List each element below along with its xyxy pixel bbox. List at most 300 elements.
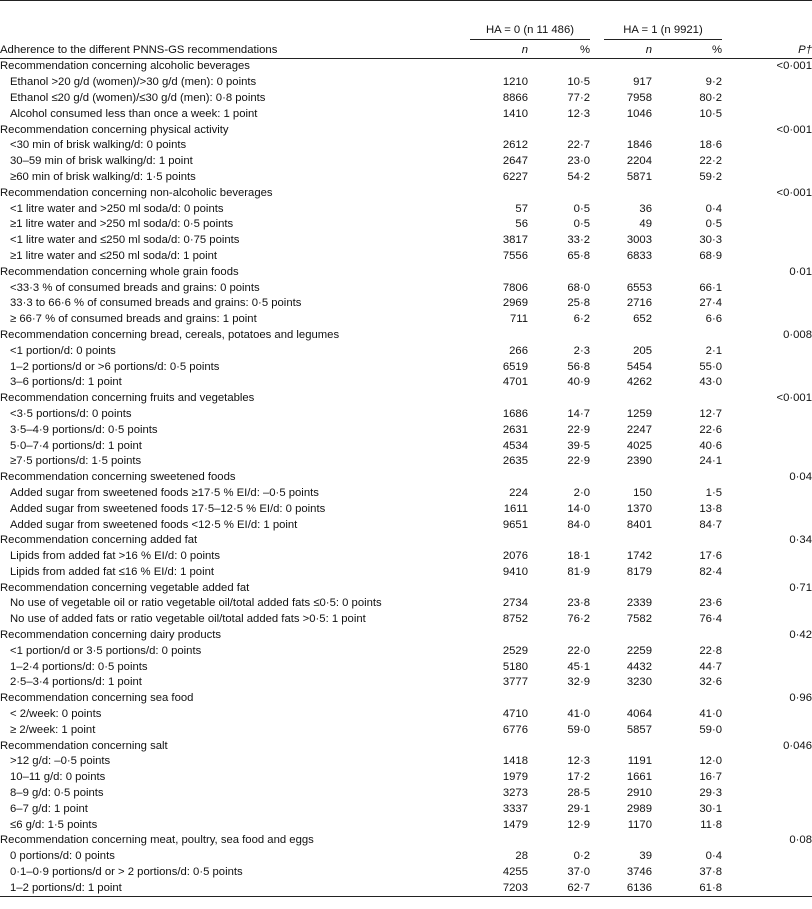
spacer-cell bbox=[590, 659, 604, 675]
pct-ha0-cell: 62·7 bbox=[528, 880, 590, 896]
n-ha0-cell: 1418 bbox=[502, 755, 528, 768]
spacer-cell bbox=[590, 233, 604, 249]
pct-ha1-cell: 22·6 bbox=[699, 423, 722, 436]
category-label: 0 portions/d: 0 points bbox=[10, 850, 115, 863]
category-label: Lipids from added fat >16 % EI/d: 0 points bbox=[10, 550, 221, 563]
p-value-cell bbox=[722, 91, 812, 107]
spacer-cell bbox=[590, 375, 604, 391]
category-label: 33·3 to 66·6 % of consumed breads and grains: 0·5 points bbox=[10, 297, 302, 310]
n-ha1-cell: 652 bbox=[633, 313, 652, 326]
p-value-cell bbox=[722, 880, 812, 896]
spacer-cell bbox=[590, 675, 604, 691]
category-label: 30–59 min of brisk walking/d: 1 point bbox=[10, 155, 193, 168]
category-label: < 2/week: 0 points bbox=[10, 708, 102, 721]
table-row bbox=[0, 359, 812, 375]
table-row bbox=[0, 438, 812, 454]
pct-ha1-cell bbox=[652, 833, 722, 849]
n-ha0-cell: 2969 bbox=[502, 297, 528, 310]
n-ha0-cell: 4534 bbox=[502, 439, 528, 452]
p-value-cell bbox=[722, 659, 812, 675]
table-row bbox=[0, 786, 812, 802]
pct-ha1-cell: 59·0 bbox=[699, 723, 722, 736]
n-ha1-cell: 1046 bbox=[626, 107, 652, 120]
n-ha0-cell: 9410 bbox=[502, 565, 528, 578]
n-header-ha1: n bbox=[604, 40, 652, 59]
spacer-cell bbox=[590, 501, 604, 517]
n-ha1-cell bbox=[604, 628, 652, 644]
spacer-cell bbox=[590, 517, 604, 533]
category-label: 3–6 portions/d: 1 point bbox=[10, 376, 122, 389]
table-row bbox=[0, 580, 812, 596]
table-row bbox=[0, 596, 812, 612]
pct-ha1-cell bbox=[652, 691, 722, 707]
n-ha1-cell: 917 bbox=[633, 76, 652, 89]
spacer-cell bbox=[590, 201, 604, 217]
n-ha0-cell: 3777 bbox=[502, 676, 528, 689]
n-ha1-cell: 1846 bbox=[626, 139, 652, 152]
p-value-cell bbox=[722, 817, 812, 833]
pct-ha0-cell bbox=[528, 738, 590, 754]
pct-ha0-cell: 32·9 bbox=[567, 676, 590, 689]
pct-ha0-cell: 0·5 bbox=[573, 202, 590, 215]
category-label: Added sugar from sweetened foods 17·5–12·5 % EI/d: 0 points bbox=[10, 502, 326, 515]
spacer-cell bbox=[590, 264, 604, 280]
n-ha0-cell: 224 bbox=[509, 486, 528, 499]
pct-ha0-cell: 81·9 bbox=[567, 565, 590, 578]
n-ha1-cell bbox=[604, 328, 652, 344]
table-row bbox=[0, 817, 812, 833]
spacer-cell bbox=[590, 312, 604, 328]
n-ha1-cell: 5857 bbox=[626, 723, 652, 736]
category-label: 2·5–3·4 portions/d: 1 point bbox=[10, 676, 142, 689]
recommendation-heading: Recommendation concerning alcoholic beverages bbox=[0, 60, 250, 73]
pct-ha1-cell: 11·8 bbox=[700, 818, 722, 831]
pct-ha0-cell: 22·9 bbox=[567, 455, 590, 468]
spacer-cell bbox=[590, 407, 604, 423]
category-label: 10–11 g/d: 0 points bbox=[10, 771, 106, 784]
pct-ha0-cell: 17·2 bbox=[567, 771, 590, 784]
category-label: 6–7 g/d: 1 point bbox=[10, 802, 88, 815]
recommendation-heading: Recommendation concerning added fat bbox=[0, 534, 198, 547]
table-row bbox=[0, 738, 812, 754]
category-label: 1–2 portions/d or >6 portions/d: 0·5 points bbox=[10, 360, 220, 373]
spacer-cell bbox=[590, 628, 604, 644]
recommendation-heading: Recommendation concerning salt bbox=[0, 739, 168, 752]
n-ha1-cell bbox=[604, 738, 652, 754]
n-ha1-cell: 2339 bbox=[626, 597, 652, 610]
p-value-cell bbox=[722, 565, 812, 581]
category-label: Alcohol consumed less than once a week: 1 point bbox=[10, 107, 258, 120]
p-value-cell bbox=[722, 786, 812, 802]
spacer-cell bbox=[590, 549, 604, 565]
category-label: <3·5 portions/d: 0 points bbox=[10, 407, 132, 420]
n-ha1-cell bbox=[604, 470, 652, 486]
n-ha0-cell: 2529 bbox=[502, 644, 528, 657]
n-ha0-cell: 8866 bbox=[502, 91, 528, 104]
table-row bbox=[0, 880, 812, 896]
pct-ha1-cell: 9·2 bbox=[705, 76, 722, 89]
spacer-cell bbox=[590, 185, 604, 201]
category-label: <30 min of brisk walking/d: 0 points bbox=[10, 139, 187, 152]
p-value-cell bbox=[722, 280, 812, 296]
pct-ha0-cell: 2·3 bbox=[573, 344, 590, 357]
spacer-cell bbox=[590, 328, 604, 344]
category-label: 5·0–7·4 portions/d: 1 point bbox=[10, 439, 142, 452]
n-ha1-cell: 2910 bbox=[626, 787, 652, 800]
n-ha0-cell bbox=[470, 122, 528, 138]
category-label: 1–2·4 portions/d: 0·5 points bbox=[10, 660, 148, 673]
n-ha0-cell: 6519 bbox=[502, 360, 528, 373]
n-ha0-cell: 2612 bbox=[502, 139, 528, 152]
pct-ha1-cell: 43·0 bbox=[699, 376, 722, 389]
n-ha0-cell bbox=[470, 580, 528, 596]
pct-ha0-cell: 77·2 bbox=[567, 91, 590, 104]
n-ha0-cell: 3273 bbox=[502, 787, 528, 800]
pct-ha0-cell: 14·7 bbox=[567, 407, 590, 420]
n-ha0-cell bbox=[470, 533, 528, 549]
p-value-cell bbox=[722, 454, 812, 470]
p-value-cell bbox=[722, 407, 812, 423]
table-row bbox=[0, 91, 812, 107]
pct-ha0-cell: 12·9 bbox=[567, 818, 590, 831]
spacer-cell bbox=[590, 722, 604, 738]
spacer-cell bbox=[590, 738, 604, 754]
category-label: ≥1 litre water and ≤250 ml soda/d: 1 point bbox=[10, 249, 218, 262]
p-value-cell bbox=[722, 707, 812, 723]
pct-ha0-cell bbox=[528, 122, 590, 138]
p-value-cell: <0·001 bbox=[776, 392, 812, 405]
spacer-cell bbox=[590, 486, 604, 502]
spacer-cell bbox=[590, 170, 604, 186]
n-ha0-cell bbox=[470, 185, 528, 201]
n-ha1-cell: 4025 bbox=[626, 439, 652, 452]
n-ha0-cell: 56 bbox=[515, 218, 528, 231]
n-ha0-cell: 4701 bbox=[502, 376, 528, 389]
table-row bbox=[0, 833, 812, 849]
table-row bbox=[0, 691, 812, 707]
recommendation-heading: Recommendation concerning meat, poultry, sea food and eggs bbox=[0, 834, 314, 847]
recommendation-heading: Recommendation concerning whole grain foods bbox=[0, 265, 239, 278]
pct-ha0-cell: 10·5 bbox=[567, 76, 590, 89]
category-label: Ethanol >20 g/d (women)/>30 g/d (men): 0 points bbox=[10, 76, 257, 89]
n-ha1-cell: 6136 bbox=[604, 880, 652, 896]
pct-ha0-cell: 12·3 bbox=[567, 107, 590, 120]
pct-ha1-cell: 84·7 bbox=[699, 518, 722, 531]
p-value-cell bbox=[722, 201, 812, 217]
pct-header-ha0: % bbox=[528, 40, 590, 59]
n-ha1-cell: 2390 bbox=[626, 455, 652, 468]
pct-ha0-cell: 29·1 bbox=[567, 802, 590, 815]
pct-ha1-cell bbox=[652, 470, 722, 486]
spacer-cell bbox=[590, 454, 604, 470]
pct-ha1-cell: 80·2 bbox=[699, 91, 722, 104]
spacer-cell bbox=[590, 880, 604, 896]
pct-ha0-cell: 45·1 bbox=[567, 660, 590, 673]
category-label: >12 g/d: –0·5 points bbox=[10, 755, 111, 768]
pct-ha0-cell: 54·2 bbox=[567, 170, 590, 183]
n-ha1-cell: 7582 bbox=[626, 613, 652, 626]
pct-ha0-cell bbox=[528, 328, 590, 344]
n-ha0-cell: 28 bbox=[515, 850, 528, 863]
pct-ha0-cell bbox=[528, 59, 590, 75]
table-row bbox=[0, 770, 812, 786]
spacer-cell bbox=[590, 106, 604, 122]
n-ha0-cell: 1410 bbox=[502, 107, 528, 120]
n-ha1-cell: 3230 bbox=[626, 676, 652, 689]
table-row bbox=[0, 533, 812, 549]
category-label: Lipids from added fat ≤16 % EI/d: 1 point bbox=[10, 565, 215, 578]
n-ha1-cell: 2204 bbox=[626, 155, 652, 168]
spacer-cell bbox=[590, 533, 604, 549]
table-row bbox=[0, 75, 812, 91]
n-ha1-cell: 7958 bbox=[626, 91, 652, 104]
n-ha0-cell: 1210 bbox=[502, 76, 528, 89]
table-body bbox=[0, 59, 812, 897]
pct-ha0-cell: 14·0 bbox=[567, 502, 590, 515]
pct-ha0-cell: 25·8 bbox=[567, 297, 590, 310]
pct-ha1-cell: 66·1 bbox=[699, 281, 722, 294]
table-header bbox=[0, 1, 812, 59]
p-value-cell bbox=[722, 486, 812, 502]
table-row bbox=[0, 59, 812, 75]
pct-ha1-cell bbox=[652, 59, 722, 75]
n-ha0-cell: 3817 bbox=[502, 234, 528, 247]
table-row bbox=[0, 849, 812, 865]
pct-ha0-cell bbox=[528, 833, 590, 849]
spacer-cell bbox=[590, 691, 604, 707]
category-label: Ethanol ≤20 g/d (women)/≤30 g/d (men): 0·8 points bbox=[10, 91, 266, 104]
pct-ha1-cell: 68·9 bbox=[699, 249, 722, 262]
n-ha1-cell: 8401 bbox=[626, 518, 652, 531]
pct-ha1-cell: 13·8 bbox=[699, 502, 722, 515]
table-row bbox=[0, 407, 812, 423]
table-row bbox=[0, 549, 812, 565]
p-value-cell: 0·046 bbox=[783, 739, 812, 752]
table-row bbox=[0, 501, 812, 517]
table-row bbox=[0, 707, 812, 723]
pct-ha1-cell: 59·2 bbox=[699, 170, 722, 183]
pct-ha0-cell bbox=[528, 264, 590, 280]
category-label: No use of vegetable oil or ratio vegetable oil/total added fats ≤0·5: 0 points bbox=[10, 597, 382, 610]
n-ha0-cell: 2631 bbox=[502, 423, 528, 436]
n-ha1-cell bbox=[604, 580, 652, 596]
pct-ha1-cell bbox=[652, 738, 722, 754]
pct-header-ha1: % bbox=[652, 40, 722, 59]
n-ha1-cell: 3003 bbox=[626, 234, 652, 247]
pct-ha1-cell: 61·8 bbox=[652, 880, 722, 896]
p-value-cell bbox=[722, 233, 812, 249]
n-ha1-cell: 205 bbox=[633, 344, 652, 357]
n-ha0-cell: 4255 bbox=[502, 866, 528, 879]
pct-ha0-cell: 23·8 bbox=[567, 597, 590, 610]
n-ha1-cell: 2989 bbox=[626, 802, 652, 815]
table-row bbox=[0, 659, 812, 675]
p-value-cell bbox=[722, 722, 812, 738]
pct-ha0-cell: 12·3 bbox=[567, 755, 590, 768]
spacer-cell bbox=[590, 470, 604, 486]
pct-ha0-cell bbox=[528, 691, 590, 707]
p-value-cell bbox=[722, 675, 812, 691]
pct-ha0-cell: 22·9 bbox=[567, 423, 590, 436]
pct-ha1-cell: 32·6 bbox=[699, 676, 722, 689]
pct-ha1-cell: 16·7 bbox=[699, 771, 722, 784]
p-value-header: P† bbox=[722, 40, 812, 59]
n-ha0-cell: 6776 bbox=[502, 723, 528, 736]
table-row bbox=[0, 675, 812, 691]
p-value-cell bbox=[722, 343, 812, 359]
pct-ha1-cell bbox=[652, 391, 722, 407]
table-row bbox=[0, 233, 812, 249]
pct-ha1-cell: 22·8 bbox=[699, 644, 722, 657]
spacer-cell bbox=[590, 122, 604, 138]
n-ha1-cell: 39 bbox=[639, 850, 652, 863]
spacer-cell bbox=[590, 217, 604, 233]
table-row bbox=[0, 106, 812, 122]
table-row bbox=[0, 470, 812, 486]
p-value-cell: 0·04 bbox=[789, 471, 812, 484]
n-ha0-cell: 2734 bbox=[502, 597, 528, 610]
n-ha0-cell bbox=[470, 59, 528, 75]
table-row bbox=[0, 138, 812, 154]
n-ha1-cell bbox=[604, 691, 652, 707]
pct-ha1-cell bbox=[652, 264, 722, 280]
table-row bbox=[0, 454, 812, 470]
spacer-cell bbox=[590, 580, 604, 596]
recommendation-heading: Recommendation concerning fruits and vegetables bbox=[0, 392, 255, 405]
n-ha1-cell: 1742 bbox=[626, 550, 652, 563]
spacer-cell bbox=[590, 249, 604, 265]
n-ha0-cell: 9651 bbox=[502, 518, 528, 531]
category-label: ≥ 66·7 % of consumed breads and grains: 1 point bbox=[10, 313, 257, 326]
n-ha1-cell: 1191 bbox=[627, 755, 652, 768]
n-ha1-cell: 150 bbox=[633, 486, 652, 499]
p-value-cell bbox=[722, 359, 812, 375]
n-ha1-cell bbox=[604, 59, 652, 75]
n-ha1-cell bbox=[604, 264, 652, 280]
p-value-cell: 0·008 bbox=[783, 328, 812, 341]
pct-ha1-cell bbox=[652, 580, 722, 596]
p-value-cell: 0·08 bbox=[789, 834, 812, 847]
p-value-cell: <0·001 bbox=[776, 123, 812, 136]
n-ha0-cell: 8752 bbox=[502, 613, 528, 626]
n-ha0-cell: 7203 bbox=[470, 880, 528, 896]
pct-ha0-cell: 59·0 bbox=[567, 723, 590, 736]
pct-ha0-cell: 56·8 bbox=[567, 360, 590, 373]
category-label: 1–2 portions/d: 1 point bbox=[0, 880, 470, 896]
table-row bbox=[0, 754, 812, 770]
pct-ha1-cell: 22·2 bbox=[699, 155, 722, 168]
spacer-cell bbox=[590, 770, 604, 786]
n-ha1-cell: 1170 bbox=[627, 818, 652, 831]
recommendation-heading: Recommendation concerning vegetable added fat bbox=[0, 581, 250, 594]
p-value-cell bbox=[722, 549, 812, 565]
spacer-cell bbox=[590, 643, 604, 659]
n-ha1-cell: 4064 bbox=[626, 708, 652, 721]
table-row bbox=[0, 185, 812, 201]
pct-ha1-cell: 23·6 bbox=[699, 597, 722, 610]
pct-ha1-cell: 17·6 bbox=[699, 550, 722, 563]
n-ha1-cell: 6833 bbox=[626, 249, 652, 262]
spacer-cell bbox=[590, 296, 604, 312]
spacer-cell bbox=[590, 91, 604, 107]
n-ha1-cell bbox=[604, 185, 652, 201]
spacer-cell bbox=[590, 596, 604, 612]
recommendation-heading: Recommendation concerning bread, cereals, potatoes and legumes bbox=[0, 328, 340, 341]
pct-ha1-cell: 10·5 bbox=[699, 107, 722, 120]
table-row bbox=[0, 217, 812, 233]
n-ha1-cell: 2247 bbox=[626, 423, 652, 436]
p-value-cell: <0·001 bbox=[776, 186, 812, 199]
spacer-cell bbox=[590, 391, 604, 407]
n-ha0-cell: 1979 bbox=[502, 771, 528, 784]
pct-ha1-cell: 41·0 bbox=[699, 708, 722, 721]
pct-ha0-cell: 0·5 bbox=[573, 218, 590, 231]
table-row bbox=[0, 422, 812, 438]
p-value-cell: 0·42 bbox=[789, 629, 812, 642]
p-value-cell bbox=[722, 296, 812, 312]
pct-ha1-cell: 82·4 bbox=[699, 565, 722, 578]
n-ha0-cell: 1479 bbox=[502, 818, 528, 831]
recommendation-heading: Recommendation concerning non-alcoholic beverages bbox=[0, 186, 273, 199]
n-ha0-cell bbox=[470, 833, 528, 849]
category-label: <1 litre water and >250 ml soda/d: 0 points bbox=[10, 202, 224, 215]
category-label: <1 portion/d or 3·5 portions/d: 0 points bbox=[10, 644, 202, 657]
pct-ha0-cell bbox=[528, 628, 590, 644]
pct-ha1-cell: 55·0 bbox=[699, 360, 722, 373]
p-value-cell bbox=[722, 75, 812, 91]
n-ha1-cell: 2716 bbox=[626, 297, 652, 310]
pct-ha1-cell bbox=[652, 185, 722, 201]
n-ha0-cell: 1611 bbox=[503, 502, 528, 515]
n-ha0-cell bbox=[470, 691, 528, 707]
spacer-cell bbox=[590, 565, 604, 581]
pct-ha1-cell bbox=[652, 328, 722, 344]
spacer-cell bbox=[590, 754, 604, 770]
category-label: No use of added fats or ratio vegetable oil/total added fats >0·5: 1 point bbox=[10, 613, 366, 626]
p-value-cell bbox=[722, 170, 812, 186]
table-row bbox=[0, 296, 812, 312]
spacer-cell bbox=[590, 359, 604, 375]
p-value-cell bbox=[722, 643, 812, 659]
pct-ha1-cell: 76·4 bbox=[699, 613, 722, 626]
n-ha0-cell: 6227 bbox=[502, 170, 528, 183]
pct-ha0-cell bbox=[528, 580, 590, 596]
spacer-cell bbox=[590, 786, 604, 802]
table-row bbox=[0, 249, 812, 265]
spacer-cell bbox=[590, 801, 604, 817]
n-ha0-cell: 2076 bbox=[502, 550, 528, 563]
n-ha0-cell: 2647 bbox=[502, 155, 528, 168]
p-value-cell bbox=[722, 106, 812, 122]
pct-ha0-cell bbox=[528, 470, 590, 486]
row-label-header: Adherence to the different PNNS-GS recommendations bbox=[0, 40, 470, 59]
table-row bbox=[0, 154, 812, 170]
p-value-cell bbox=[722, 138, 812, 154]
n-ha1-cell bbox=[604, 122, 652, 138]
n-ha1-cell: 6553 bbox=[626, 281, 652, 294]
category-label: ≥ 2/week: 1 point bbox=[10, 723, 96, 736]
spacer-cell bbox=[590, 833, 604, 849]
pct-ha1-cell: 44·7 bbox=[699, 660, 722, 673]
table-row bbox=[0, 722, 812, 738]
recommendation-heading: Recommendation concerning physical activity bbox=[0, 123, 229, 136]
pct-ha1-cell: 24·1 bbox=[699, 455, 722, 468]
spacer-cell bbox=[590, 422, 604, 438]
pct-ha1-cell: 12·7 bbox=[699, 407, 722, 420]
category-label: ≥1 litre water and >250 ml soda/d: 0·5 points bbox=[10, 218, 234, 231]
pct-ha0-cell: 39·5 bbox=[567, 439, 590, 452]
pct-ha0-cell: 84·0 bbox=[567, 518, 590, 531]
